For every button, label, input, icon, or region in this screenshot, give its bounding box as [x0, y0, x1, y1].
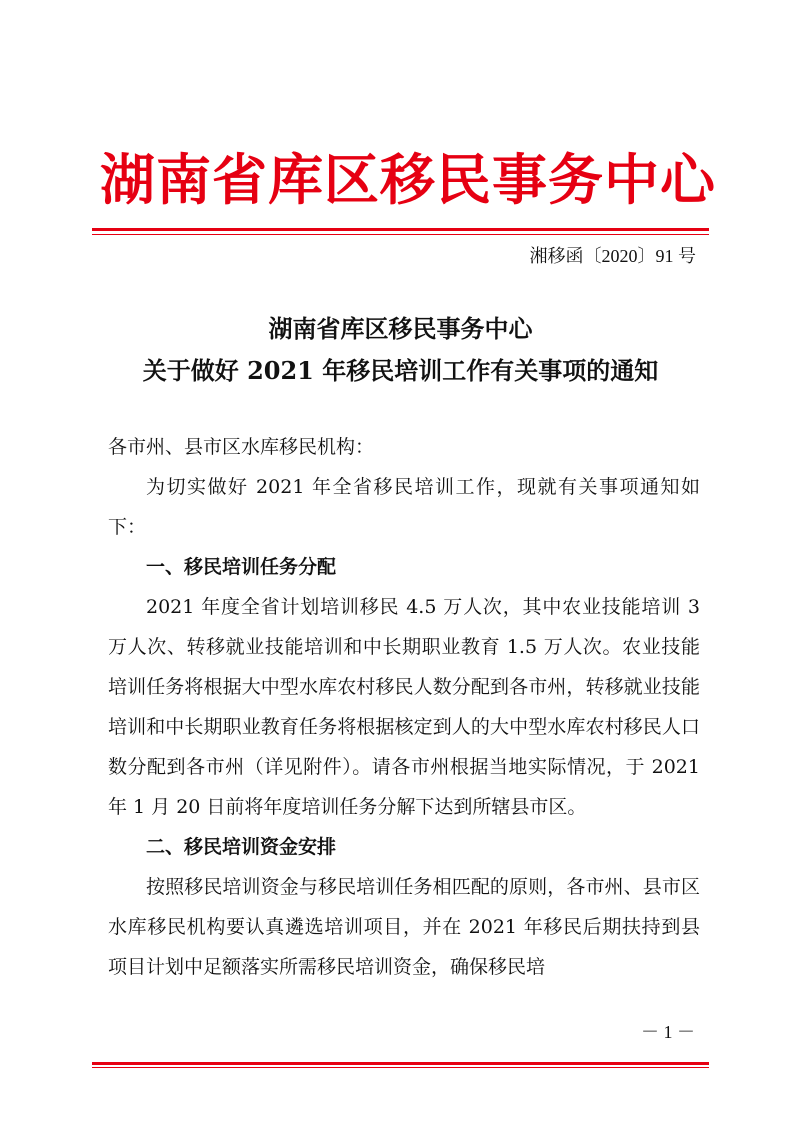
issuer-masthead: 湖南省库区移民事务中心: [100, 148, 717, 212]
salutation: 各市州、县市区水库移民机构：: [108, 436, 375, 458]
section-1-paragraph: 2021 年度全省计划培训移民 4.5 万人次，其中农业技能培训 3 万人次、转移就业技能培训和中长期职业教育 1.5 万人次。农业技能培训任务将根据大中型水库农村移民人数分配到各市州，转移就业技能培训和中长期职业教育任务将根据核定到人的大中型水库农村移民人口数分配到各市州（详见附件）。请各市州根据当地实际情况，于 2021 年 1 月 20 日前将年度培训任务分解下达到所辖县市区。: [108, 596, 700, 818]
title-line-1: 湖南省库区移民事务中心: [268, 314, 533, 343]
section-1-heading: 一、移民培训任务分配: [146, 556, 337, 578]
red-footer-rule-thick: [92, 1062, 709, 1065]
red-header-rule-thick: [92, 228, 709, 231]
title-line-2: 关于做好 2021 年移民培训工作有关事项的通知: [142, 356, 659, 385]
document-body: [108, 427, 700, 987]
intro-paragraph: 为切实做好 2021 年全省移民培训工作，现就有关事项通知如下：: [108, 476, 700, 538]
document-number: 湘移函〔2020〕91 号: [529, 246, 696, 266]
page-number: － 1 －: [641, 1022, 695, 1042]
section-2-paragraph: 按照移民培训资金与移民培训任务相匹配的原则，各市州、县市区水库移民机构要认真遴选培训项目，并在 2021 年移民后期扶持到县项目计划中足额落实所需移民培训资金，确保移民培: [108, 876, 700, 978]
section-2-heading: 二、移民培训资金安排: [146, 836, 337, 858]
red-footer-rule-thin: [92, 1067, 709, 1068]
red-header-rule-thin: [92, 234, 709, 235]
